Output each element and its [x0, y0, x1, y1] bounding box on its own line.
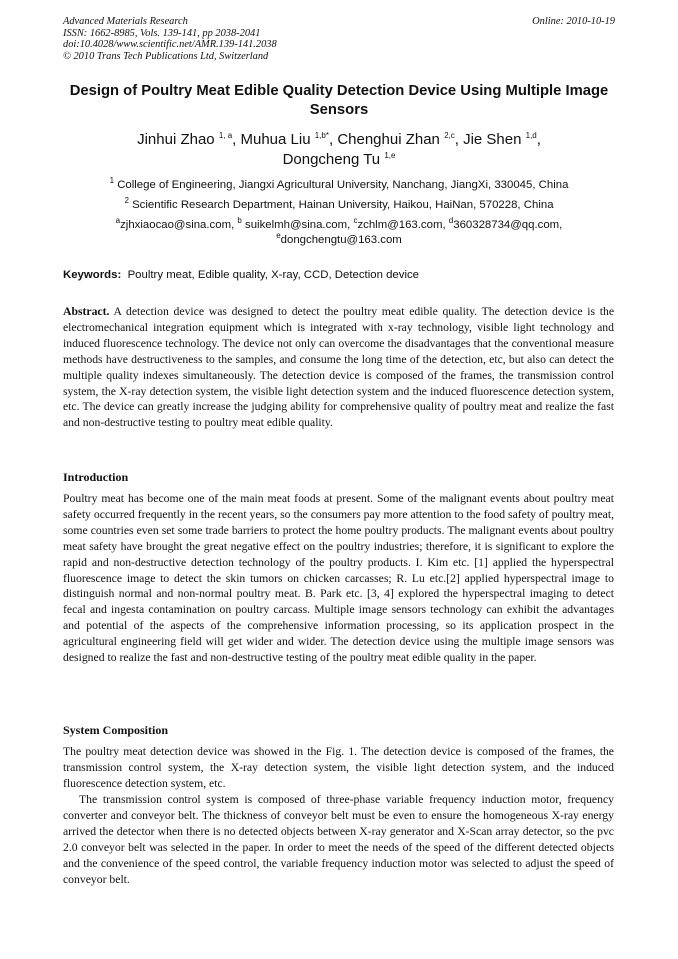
- email-link[interactable]: dongchengtu@163.com: [280, 234, 402, 246]
- author-list: Jinhui Zhao $^{1, a}$, Muhua Liu $^{1,b*}$, Chenghui Zhan $^{2,c}$, Jie Shen $^{1,d}$, Dongcheng Tu $^{1,e}$: [137, 131, 541, 168]
- email-link[interactable]: suikelmh@sina.com,: [241, 219, 354, 231]
- email-sup: c: [353, 216, 358, 226]
- system-composition-heading: System Composition: [63, 723, 169, 737]
- introduction-heading: Introduction: [63, 470, 129, 484]
- author-sup: 1,e: [384, 151, 396, 160]
- affiliation-sup: 2: [124, 196, 129, 206]
- author-name: Muhua Liu: [240, 131, 311, 148]
- author-sup: 1,d: [525, 131, 537, 140]
- email-list: [60, 218, 618, 248]
- author-name: Dongcheng Tu: [282, 151, 381, 168]
- author-sup: 1, a: [218, 131, 233, 140]
- online-date: Online: 2010-10-19: [532, 16, 615, 27]
- email-sup: d: [448, 216, 454, 226]
- author-name: Chenghui Zhan: [337, 131, 440, 148]
- author-name: Jie Shen: [463, 131, 522, 148]
- email-sup: b: [237, 216, 242, 226]
- email-link[interactable]: 360328734@qq.com,: [453, 219, 563, 231]
- affiliation: [60, 178, 618, 192]
- abstract: [63, 304, 614, 431]
- paper-title: Design of Poultry Meat Edible Quality Detection Device Using Multiple Image Sensors: [69, 83, 609, 118]
- email-sup: a: [115, 216, 121, 226]
- system-paragraph-2: The transmission control system is composed of three-phase variable frequency induction motor, frequency converter and conveyor belt. The thickness of conveyor belt must be even to ensure the homogeneous X-ray energy arrived the detector when there is no detected objects between X-ray generator and X-Scan array detector, so the pvc 2.0 conveyor belt was selected in the paper. In order to meet the needs of the speed of the different detected objects and the convenience of the speed control, the variable frequency induction motor was selected to adjust the speed of conveyor belt.: [63, 793, 614, 886]
- email-sup: e: [276, 231, 281, 241]
- affiliation-text: College of Engineering, Jiangxi Agricultural University, Nanchang, JiangXi, 330045, China: [117, 179, 569, 191]
- author-sup: 2,c: [444, 131, 455, 140]
- abstract-text: A detection device was designed to detect the poultry meat edible quality. The detection device is the electromechanical integration equipment which is integrated with x-ray technology, visible light technology and induced fluorescence technology. The device not only can overcome the disadvantages that the conventional measure methods have destructiveness to the samples, and consume the long time of the detection, etc, but also can detect the multiple quality indexes simultaneously. The detection device is composed of the frames, the transmission control system, the X-ray detection system, the visible light detection system and the induced fluorescence detection system, etc. The device can greatly increase the judging ability for comprehensive quality of poultry meat and realize the fast and non-destructive testing to poultry meat edible quality.: [63, 305, 615, 430]
- doi-line: doi:10.4028/www.scientific.net/AMR.139-141.2038: [63, 39, 277, 51]
- email-link[interactable]: zchlm@163.com,: [357, 219, 449, 231]
- introduction-paragraph: Poultry meat has become one of the main meat foods at present. Some of the malignant events about poultry meat safety occurred frequently in the recent years, so the consumers pay more attention to the food safety of poultry meat, some countries even set some trade barriers to protect the home poultry products. The malignant events about poultry meat safety have brought the great negative effect on the poultry industries; therefore, it is significant to explore the rapid and non-destructive detection technology of the poultry products. I. Kim etc. [1] applied the hyperspectral fluorescence image to detect the skin tumors on chicken carcasses; R. Lu etc.[2] applied hyperspectral image to distinguish normal and non-normal poultry meat. B. Park etc. [3, 4] explored the hyperspectral imaging to detect fecal and ingesta contamination on poultry carcass. Multiple image sensors technology can exhibit the advantages and potential of the aspects of the comprehensive information processing, so its application prospect in the agricultural engineering field will get wider and wider. The detection device using the multiple image sensors was designed to realize the fast and non-destructive testing of the poultry meat edible quality in the paper.: [63, 492, 614, 665]
- email-link[interactable]: zjhxiaocao@sina.com,: [120, 219, 238, 231]
- author-name: Jinhui Zhao: [137, 131, 215, 148]
- journal-name: Advanced Materials Research: [63, 16, 188, 27]
- affiliation-sup: 1: [109, 176, 115, 186]
- keywords-text: Poultry meat, Edible quality, X-ray, CCD, Detection device: [127, 269, 420, 281]
- issn-line: ISSN: 1662-8985, Vols. 139-141, pp 2038-2041: [63, 27, 261, 39]
- journal-header: [63, 16, 277, 62]
- keywords-label: Keywords:: [63, 269, 122, 281]
- author-sup: 1,b*: [314, 131, 329, 140]
- affiliation: [60, 198, 618, 212]
- affiliation-text: Scientific Research Department, Hainan University, Haikou, HaiNan, 570228, China: [132, 199, 554, 211]
- keywords: [63, 268, 623, 282]
- abstract-label: Abstract.: [63, 305, 110, 318]
- system-paragraph-1: The poultry meat detection device was showed in the Fig. 1. The detection device is composed of the frames, the transmission control system, the X-ray detection system, the visible light detection system, and the induced fluorescence detection system, etc.: [63, 745, 614, 790]
- copyright-line: © 2010 Trans Tech Publications Ltd, Switzerland: [63, 50, 269, 62]
